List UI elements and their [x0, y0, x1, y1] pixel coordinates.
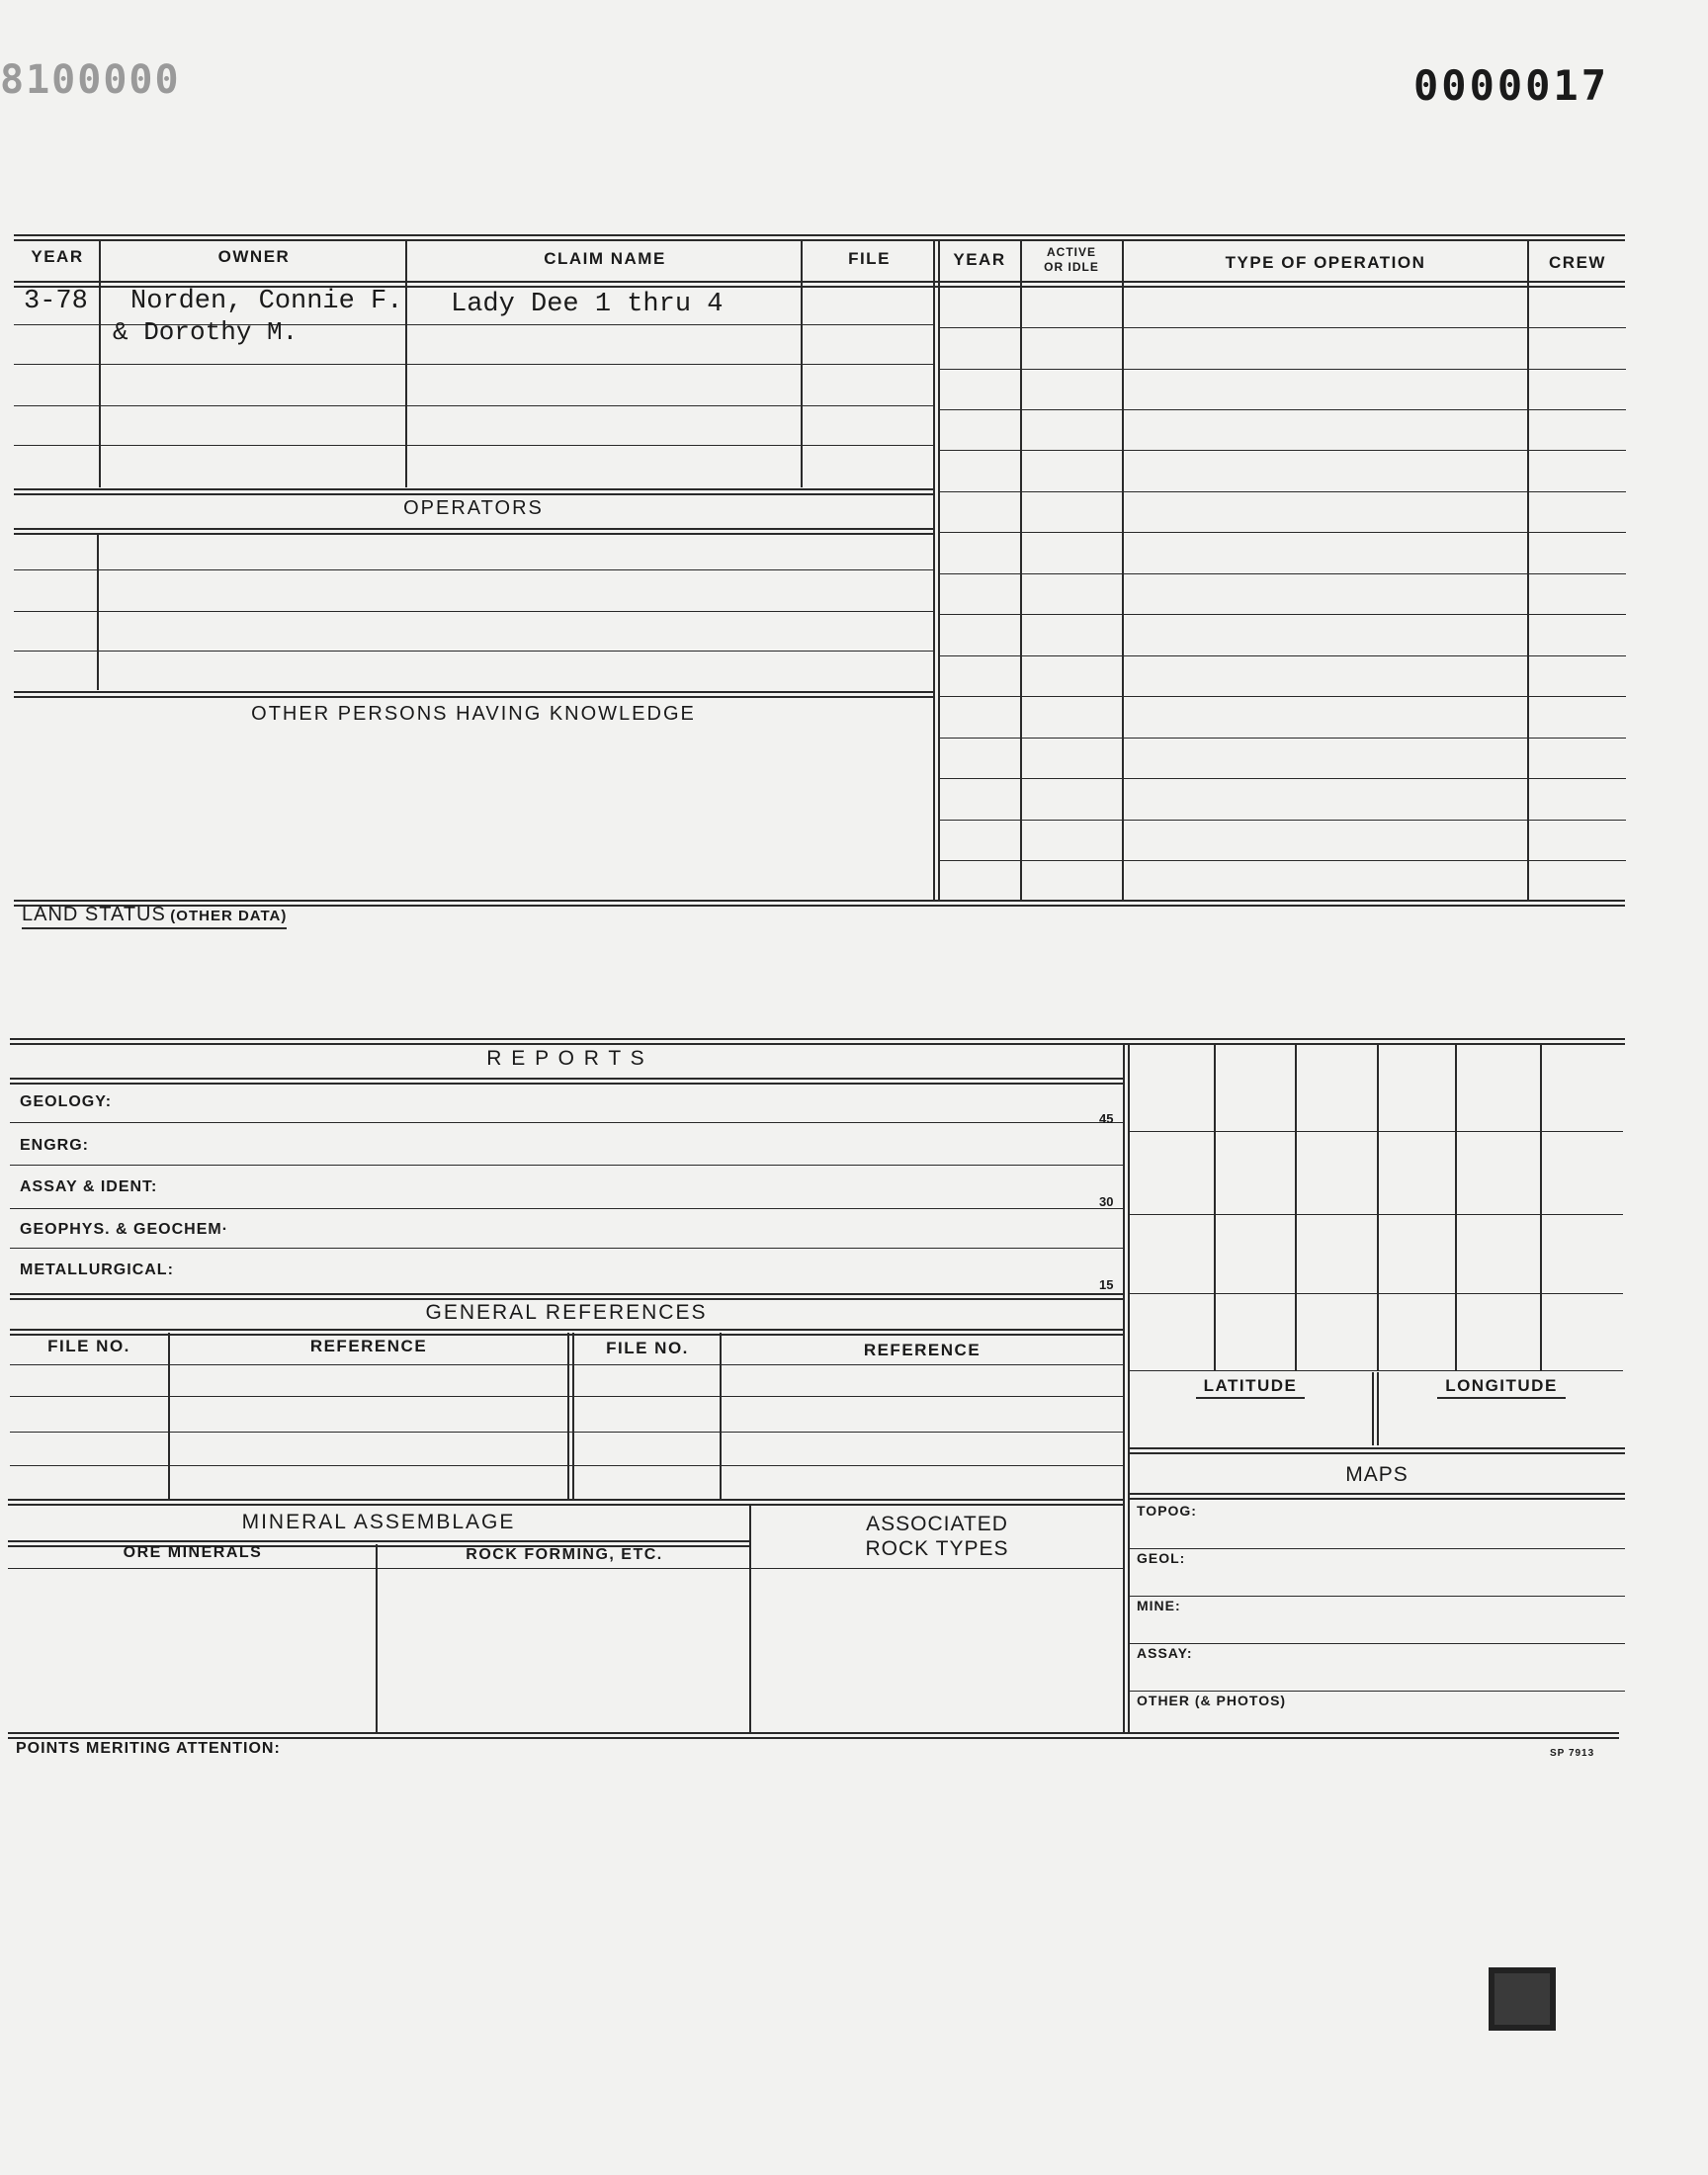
operators-row-line: [14, 611, 933, 612]
operators-row-line: [14, 569, 933, 570]
operations-row-line: [939, 573, 1626, 574]
report-row-engrg: ENGRG:: [20, 1137, 89, 1154]
claims-row-line: [14, 405, 933, 406]
report-row-line: [10, 1208, 1123, 1209]
bottom-rule: [8, 1732, 1619, 1739]
file-header: FILE: [848, 249, 891, 268]
reference-header-2: REFERENCE: [863, 1341, 982, 1359]
operations-row-line: [939, 738, 1626, 739]
latlong-grid-row: [1129, 1293, 1623, 1294]
latlong-grid-row: [1129, 1370, 1623, 1371]
mineral-assemblage-top-rule: [8, 1499, 1123, 1506]
refs-col-divider-1: [168, 1333, 170, 1499]
maps-row-line: [1129, 1643, 1625, 1644]
operations-row-line: [939, 696, 1626, 697]
file-no-header-1: FILE NO.: [47, 1337, 130, 1355]
other-persons-heading: OTHER PERSONS HAVING KNOWLEDGE: [251, 703, 696, 725]
maps-row-topog: TOPOG:: [1137, 1503, 1197, 1519]
left-stamp-number: 8100000: [0, 57, 181, 103]
land-status-title: LAND STATUS: [22, 904, 166, 925]
other-persons-top-rule: [14, 691, 933, 698]
owner-value-line1: Norden, Connie F.: [130, 287, 403, 316]
operators-bottom-rule: [14, 528, 933, 535]
tick-45: 45: [1099, 1111, 1114, 1126]
general-references-heading: GENERAL REFERENCES: [425, 1301, 708, 1324]
mineral-subheader-rule: [8, 1568, 749, 1569]
operations-row-line: [939, 409, 1626, 410]
associated-rock-types-line2: ROCK TYPES: [865, 1537, 1009, 1560]
ore-rock-divider: [376, 1544, 378, 1732]
operations-row-line: [939, 655, 1626, 656]
maps-row-line: [1129, 1596, 1625, 1597]
claim-name-header: CLAIM NAME: [544, 249, 666, 268]
refs-row-line: [10, 1465, 1123, 1466]
latlong-grid-line: [1295, 1044, 1297, 1370]
operations-row-line: [939, 778, 1626, 779]
latlong-grid-line: [1214, 1044, 1216, 1370]
file-no-header-2: FILE NO.: [606, 1339, 689, 1357]
claims-row-line: [14, 445, 933, 446]
latlong-grid-line: [1540, 1044, 1542, 1370]
reports-top-rule: [10, 1038, 1625, 1045]
operators-row-line: [14, 651, 933, 652]
operators-col-divider: [97, 534, 99, 690]
active-idle-header-line1: ACTIVE: [1046, 245, 1096, 259]
reference-header-1: REFERENCE: [309, 1337, 428, 1355]
tick-15: 15: [1099, 1277, 1114, 1292]
top-border: [14, 234, 1625, 241]
latlong-grid-line: [1455, 1044, 1457, 1370]
report-row-line: [10, 1248, 1123, 1249]
owner-value-line2: & Dorothy M.: [113, 317, 299, 347]
form-number: SP 7913: [1550, 1748, 1595, 1759]
report-row-geology: GEOLOGY:: [20, 1093, 113, 1110]
associated-rock-types-line1: ASSOCIATED: [866, 1513, 1008, 1535]
land-status-label: [22, 904, 287, 929]
claim-name-value: Lady Dee 1 thru 4: [451, 290, 724, 319]
maps-row-line: [1129, 1691, 1625, 1692]
maps-row-line: [1129, 1548, 1625, 1549]
report-row-geophys: GEOPHYS. & GEOCHEM·: [20, 1221, 229, 1238]
operations-row-line: [939, 532, 1626, 533]
active-idle-header-line2: OR IDLE: [1044, 260, 1099, 274]
crew-header: CREW: [1549, 253, 1606, 272]
latlong-grid-row: [1129, 1131, 1623, 1132]
operations-row-line: [939, 820, 1626, 821]
type-of-operation-header: TYPE OF OPERATION: [1225, 253, 1426, 272]
refs-row-line: [10, 1364, 1123, 1365]
longitude-label: [1378, 1376, 1625, 1396]
latlong-grid-line: [1377, 1044, 1379, 1370]
operations-row-line: [939, 450, 1626, 451]
operations-col-divider-1: [1020, 240, 1022, 900]
operations-row-line: [939, 614, 1626, 615]
maps-row-geol: GEOL:: [1137, 1550, 1186, 1566]
latlong-grid-row: [1129, 1214, 1623, 1215]
report-row-metallurgical: METALLURGICAL:: [20, 1262, 174, 1278]
mineral-assemblage-heading: MINERAL ASSEMBLAGE: [241, 1511, 516, 1533]
latitude-text: LATITUDE: [1196, 1376, 1306, 1399]
right-stamp-number: 0000017: [1413, 61, 1610, 110]
report-row-assay: ASSAY & IDENT:: [20, 1178, 158, 1195]
operations-col-divider-2: [1122, 240, 1124, 900]
operations-row-line: [939, 860, 1626, 861]
reports-header-rule: [10, 1078, 1123, 1085]
operations-left-border: [933, 240, 940, 900]
points-meriting-attention: POINTS MERITING ATTENTION:: [16, 1740, 281, 1757]
land-status-subtitle: (OTHER DATA): [170, 908, 288, 924]
report-row-line: [10, 1165, 1123, 1166]
rock-forming-header: ROCK FORMING, ETC.: [466, 1546, 663, 1563]
latitude-label: [1129, 1376, 1372, 1396]
refs-row-line: [10, 1396, 1123, 1397]
maps-row-assay: ASSAY:: [1137, 1645, 1193, 1661]
maps-heading: MAPS: [1345, 1463, 1409, 1486]
refs-row-line: [10, 1432, 1123, 1433]
claims-year-header: YEAR: [31, 247, 84, 266]
maps-row-mine: MINE:: [1137, 1598, 1181, 1613]
operations-row-line: [939, 327, 1626, 328]
general-references-header-rule: [10, 1329, 1123, 1336]
general-references-top-rule: [10, 1293, 1123, 1300]
ore-minerals-header: ORE MINERALS: [123, 1544, 263, 1561]
operations-col-divider-3: [1527, 240, 1529, 900]
operators-top-rule: [14, 488, 933, 495]
owner-header: OWNER: [217, 247, 291, 266]
operations-year-header: YEAR: [953, 250, 1006, 269]
maps-header-rule: [1129, 1493, 1625, 1500]
maps-top-rule: [1129, 1447, 1625, 1454]
rock-types-header-rule: [751, 1568, 1123, 1569]
maps-row-other: OTHER (& PHOTOS): [1137, 1693, 1287, 1708]
operations-row-line: [939, 491, 1626, 492]
refs-col-divider-2: [567, 1333, 574, 1499]
scan-artifact: [1489, 1967, 1556, 2031]
report-row-line: [10, 1122, 1123, 1123]
claims-row-line: [14, 364, 933, 365]
reports-heading: R E P O R T S: [486, 1047, 646, 1070]
longitude-text: LONGITUDE: [1437, 1376, 1566, 1399]
tick-30: 30: [1099, 1194, 1114, 1209]
operations-row-line: [939, 369, 1626, 370]
claim-year-value: 3-78: [24, 287, 88, 316]
operators-heading: OPERATORS: [403, 497, 544, 519]
